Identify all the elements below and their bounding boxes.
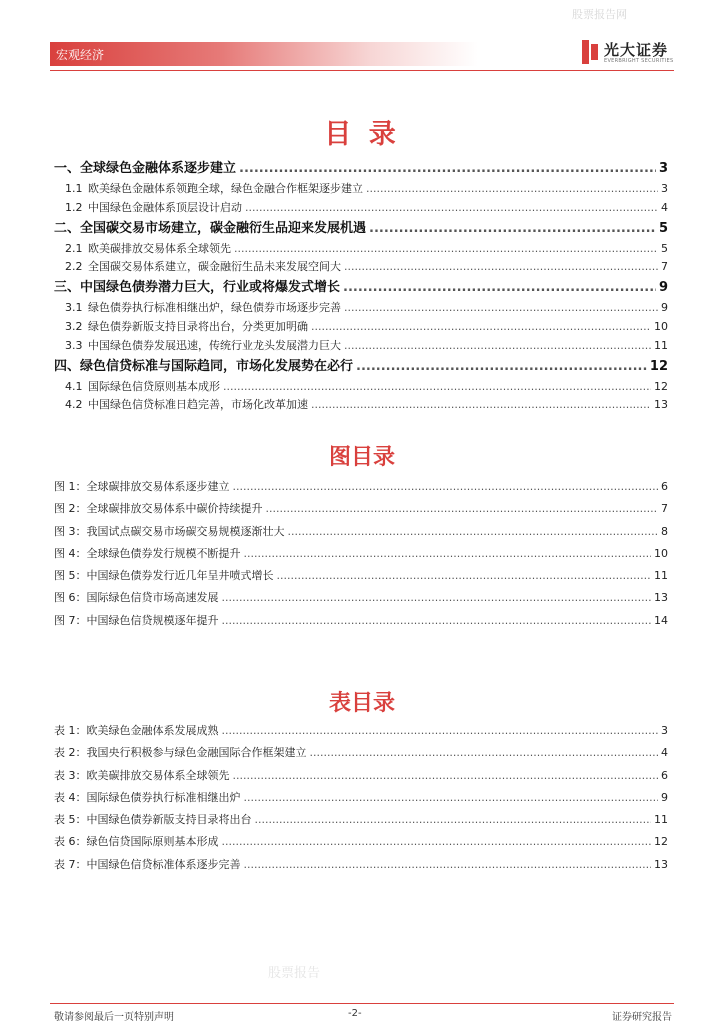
- entry-label: 图 6：国际绿色信贷市场高速发展: [54, 591, 219, 605]
- dot-leader: [344, 337, 651, 356]
- entry-page: 5: [661, 241, 668, 255]
- entry-label: 3.1 绿色债券执行标准相继出炉，绿色债券市场逐步完善: [65, 299, 341, 318]
- entry-label: 图 4：全球绿色债券发行规模不断提升: [54, 546, 241, 560]
- entry-page: 3: [661, 182, 668, 195]
- entry-page: 14: [654, 613, 668, 627]
- dot-leader: [277, 565, 652, 587]
- table-entry[interactable]: [54, 742, 668, 764]
- entry-label: 2.1 欧美碳排放交易体系全球领先: [65, 240, 231, 259]
- dot-leader: [222, 720, 659, 742]
- dot-leader: [244, 787, 659, 809]
- footer-disclaimer: 敬请参阅最后一页特别声明: [54, 1012, 174, 1023]
- entry-page: 12: [654, 379, 668, 393]
- toc-list: [54, 158, 668, 415]
- entry-page: 6: [661, 480, 668, 493]
- dot-leader: [343, 277, 656, 299]
- entry-page: 3: [658, 161, 668, 176]
- entry-page: 4: [661, 746, 668, 760]
- figure-entry[interactable]: [54, 587, 668, 609]
- figure-entry[interactable]: [54, 498, 668, 520]
- dot-leader: [244, 854, 652, 876]
- dot-leader: [245, 199, 658, 218]
- entry-label: 表 4：国际绿色债券执行标准相继出炉: [54, 790, 241, 804]
- entry-label: 4.2 中国绿色信贷标准日趋完善，市场化改革加速: [65, 396, 308, 415]
- toc-chapter-entry[interactable]: [54, 218, 668, 240]
- entry-page: 7: [661, 502, 668, 516]
- toc-section-entry[interactable]: [54, 396, 668, 415]
- entry-number: 4.2: [65, 398, 83, 412]
- entry-page: 12: [649, 358, 668, 374]
- toc-chapter-entry[interactable]: [54, 277, 668, 299]
- figure-list-title: 图目录: [328, 445, 395, 470]
- entry-label: 表 6：绿色信贷国际原则基本形成: [54, 835, 219, 849]
- entry-label: 表 2：我国央行积极参与绿色金融国际合作框架建立: [54, 746, 307, 760]
- entry-page: 8: [661, 524, 668, 538]
- footer-divider: [50, 1003, 674, 1004]
- dot-leader: [288, 521, 659, 543]
- brand-name: 光大证券: [604, 41, 669, 59]
- dot-leader: [266, 498, 659, 520]
- entry-label: 表 7：中国绿色信贷标准体系逐步完善: [54, 857, 241, 871]
- toc-section-entry[interactable]: [54, 299, 668, 318]
- brand-logo: [582, 38, 682, 68]
- dot-leader: [366, 180, 658, 199]
- entry-label: 图 7：中国绿色信贷规模逐年提升: [54, 613, 219, 627]
- entry-page: 10: [654, 546, 668, 560]
- entry-label: 图 2：全球碳排放交易体系中碳价持续提升: [54, 502, 263, 516]
- bottom-watermark: 股票报告: [268, 966, 321, 981]
- toc-chapter-entry[interactable]: [54, 158, 668, 180]
- dot-leader: [233, 476, 659, 498]
- dot-leader: [222, 587, 652, 609]
- dot-leader: [223, 378, 651, 397]
- brand-subtitle: EVERBRIGHT SECURITIES: [604, 58, 674, 64]
- figure-entry[interactable]: [54, 565, 668, 587]
- entry-number: 3.2: [65, 319, 83, 333]
- entry-number: 1.2: [65, 200, 83, 214]
- dot-leader: [344, 258, 658, 277]
- entry-label: 二、全国碳交易市场建立，碳金融衍生品迎来发展机遇: [54, 220, 367, 236]
- entry-page: 7: [661, 260, 668, 274]
- dot-leader: [234, 240, 658, 259]
- dot-leader: [356, 356, 647, 378]
- entry-label: 3.3 中国绿色债券发展迅速，传统行业龙头发展潜力巨大: [65, 337, 341, 356]
- table-list: [54, 720, 668, 876]
- entry-page: 6: [661, 768, 668, 782]
- entry-number: 3.3: [65, 338, 83, 352]
- entry-page: 13: [654, 398, 668, 412]
- table-entry[interactable]: [54, 787, 668, 809]
- toc-section-entry[interactable]: [54, 337, 668, 356]
- dot-leader: [344, 299, 658, 318]
- dot-leader: [239, 158, 656, 180]
- entry-label: 三、中国绿色债券潜力巨大，行业或将爆发式增长: [54, 280, 341, 296]
- entry-label: 1.1 欧美绿色金融体系领跑全球，绿色金融合作框架逐步建立: [65, 180, 363, 199]
- entry-label: 四、绿色信贷标准与国际趋同，市场化发展势在必行: [54, 358, 354, 374]
- toc-section-entry[interactable]: [54, 318, 668, 337]
- dot-leader: [369, 218, 656, 240]
- entry-label: 表 1：欧美绿色金融体系发展成熟: [54, 724, 219, 737]
- entry-label: 3.2 绿色债券新版支持目录将出台，分类更加明确: [65, 318, 308, 337]
- entry-page: 9: [661, 790, 668, 804]
- entry-page: 9: [658, 280, 668, 296]
- dot-leader: [311, 396, 651, 415]
- dot-leader: [244, 543, 652, 565]
- figure-entry[interactable]: [54, 476, 668, 498]
- dot-leader: [222, 831, 652, 853]
- dot-leader: [222, 610, 652, 632]
- entry-label: 2.2 全国碳交易体系建立，碳金融衍生品未来发展空间大: [65, 258, 341, 277]
- entry-page: 13: [654, 857, 668, 871]
- entry-page: 11: [654, 569, 668, 583]
- table-entry[interactable]: [54, 854, 668, 876]
- figure-list: [54, 476, 668, 632]
- brand-logo-icon: [582, 40, 598, 64]
- entry-label: 图 1：全球碳排放交易体系逐步建立: [54, 480, 230, 493]
- table-entry[interactable]: [54, 720, 668, 742]
- entry-page: 4: [661, 200, 668, 214]
- entry-number: 2.1: [65, 241, 83, 255]
- entry-label: 图 3：我国试点碳交易市场碳交易规模逐渐壮大: [54, 524, 285, 538]
- entry-label: 4.1 国际绿色信贷原则基本成形: [65, 378, 220, 397]
- header-divider: [50, 70, 674, 71]
- table-entry[interactable]: [54, 809, 668, 831]
- entry-label: 1.2 中国绿色金融体系顶层设计启动: [65, 199, 242, 218]
- footer-doc-type: 证券研究报告: [612, 1012, 672, 1023]
- toc-chapter-entry[interactable]: [54, 356, 668, 378]
- entry-number: 4.1: [65, 379, 83, 393]
- toc-section-entry[interactable]: [54, 258, 668, 277]
- entry-page: 5: [658, 220, 668, 236]
- top-watermark: 股票报告网: [572, 8, 627, 21]
- table-list-title: 表目录: [328, 691, 395, 716]
- toc-title: 目 录: [324, 119, 400, 150]
- dot-leader: [255, 809, 652, 831]
- entry-page: 12: [654, 835, 668, 849]
- entry-page: 9: [661, 301, 668, 315]
- entry-page: 11: [654, 338, 668, 352]
- toc-section-entry[interactable]: [54, 180, 668, 199]
- header-section-label: 宏观经济: [56, 48, 105, 62]
- figure-entry[interactable]: [54, 543, 668, 565]
- entry-number: 3.1: [65, 301, 83, 315]
- toc-section-entry[interactable]: [54, 199, 668, 218]
- table-entry[interactable]: [54, 831, 668, 853]
- entry-page: 13: [654, 591, 668, 605]
- dot-leader: [310, 742, 659, 764]
- entry-label: 图 5：中国绿色债券发行近几年呈井喷式增长: [54, 569, 274, 583]
- dot-leader: [311, 318, 651, 337]
- toc-section-entry[interactable]: [54, 240, 668, 259]
- entry-number: 1.1: [65, 182, 83, 195]
- table-entry[interactable]: [54, 765, 668, 787]
- figure-entry[interactable]: [54, 610, 668, 632]
- entry-label: 表 3：欧美碳排放交易体系全球领先: [54, 768, 230, 782]
- entry-page: 3: [661, 724, 668, 737]
- entry-label: 表 5：中国绿色债券新版支持目录将出台: [54, 813, 252, 827]
- entry-number: 2.2: [65, 260, 83, 274]
- dot-leader: [233, 765, 659, 787]
- header-section-bar: [50, 42, 478, 66]
- toc-section-entry[interactable]: [54, 378, 668, 397]
- footer-page-number: -2-: [348, 1008, 362, 1019]
- entry-page: 11: [654, 813, 668, 827]
- entry-label: 一、全球绿色金融体系逐步建立: [54, 161, 237, 176]
- entry-page: 10: [654, 319, 668, 333]
- figure-entry[interactable]: [54, 521, 668, 543]
